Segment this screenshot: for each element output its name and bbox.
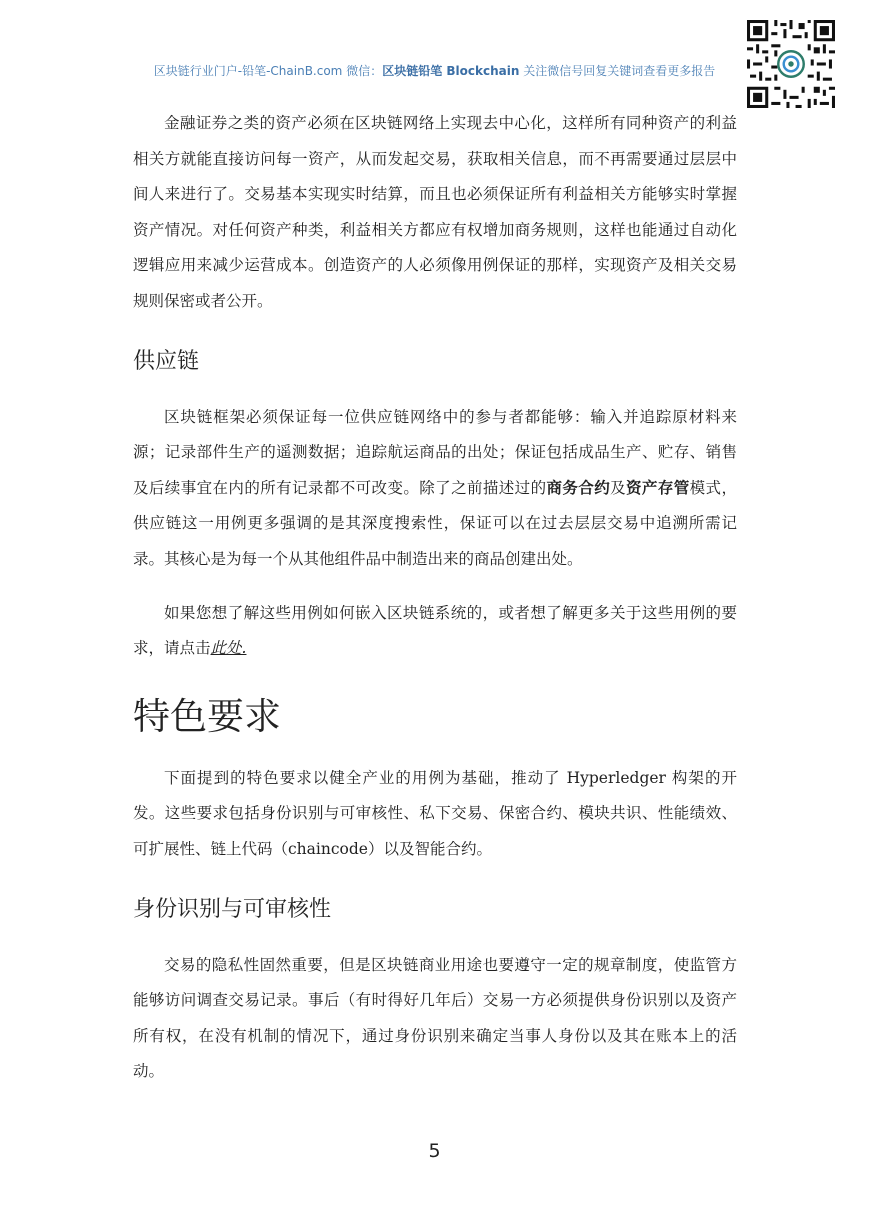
page-number: 5 — [428, 1140, 441, 1162]
intro-paragraph: 金融证券之类的资产必须在区块链网络上实现去中心化，这样所有同种资产的利益相关方就能直接访问每一资产，从而发起交易，获取相关信息，而不再需要通过层层中间人来进行了。交易基本实现实时结算，而且也必须保证所有利益相关方能够实时掌握资产情况。对任何资产种类，利益相关方都应有权增加商务规则，这样也能通过自动化逻辑应用来减少运营成本。创造资产的人必须像用例保证的那样，实现资产及相关交易规则保密或者公开。 — [133, 114, 737, 310]
identity-paragraph: 交易的隐私性固然重要，但是区块链商业用途也要遵守一定的规章制度，使监管方能够访问调查交易记录。事后（有时得好几年后）交易一方必须提供身份识别以及资产所有权，在没有机制的情况下，通过身份识别来确定当事人身份以及其在账本上的活动。 — [133, 955, 737, 1081]
identity-heading: 身份识别与可审核性 — [133, 896, 332, 922]
supply-chain-text-2: 及 — [610, 478, 627, 497]
features-paragraph: 下面提到的特色要求以健全产业的用例为基础，推动了 Hyperledger 构架的开发。这些要求包括身份识别与可审核性、私下交易、保密合约、模块共识、性能绩效、可扩展性、链上代码（chaincode）以及智能合约。 — [133, 768, 737, 858]
keyword-asset-custody: 资产存管 — [626, 478, 690, 497]
wechat-label: 微信： — [346, 64, 383, 78]
learn-more-paragraph — [133, 596, 737, 667]
qr-code-icon — [747, 20, 835, 108]
supply-chain-paragraph — [133, 400, 737, 578]
supply-chain-text-1: 区块链框架必须保证每一位供应链网络中的参与者都能够：输入并追踪原材料来源；记录部件生产的遥测数据；追踪航运商品的出处；保证包括成品生产、贮存、销售及后续事宜在内的所有记录都不可改变。除了之前描述过的 — [133, 407, 737, 497]
supply-chain-heading: 供应链 — [133, 348, 200, 374]
page-header — [0, 62, 869, 79]
brand-text: 区块链铅笔 Blockchain — [382, 64, 520, 78]
features-heading: 特色要求 — [133, 694, 281, 738]
portal-text: 区块链行业门户-铅笔-ChainB.com — [153, 64, 343, 78]
learn-more-text: 如果您想了解这些用例如何嵌入区块链系统的，或者想了解更多关于这些用例的要求，请点击 — [133, 603, 737, 658]
click-here-link[interactable]: 此处. — [210, 639, 247, 658]
main-content — [133, 106, 737, 1090]
prompt-text: 关注微信号回复关键词查看更多报告 — [523, 64, 716, 78]
supply-chain-text-3: 模式，供应链这一用例更多强调的是其深度搜索性，保证可以在过去层层交易中追溯所需记录。其核心是为每一个从其他组件品中制造出来的商品创建出处。 — [133, 478, 737, 568]
keyword-business-contract: 商务合约 — [546, 478, 611, 497]
